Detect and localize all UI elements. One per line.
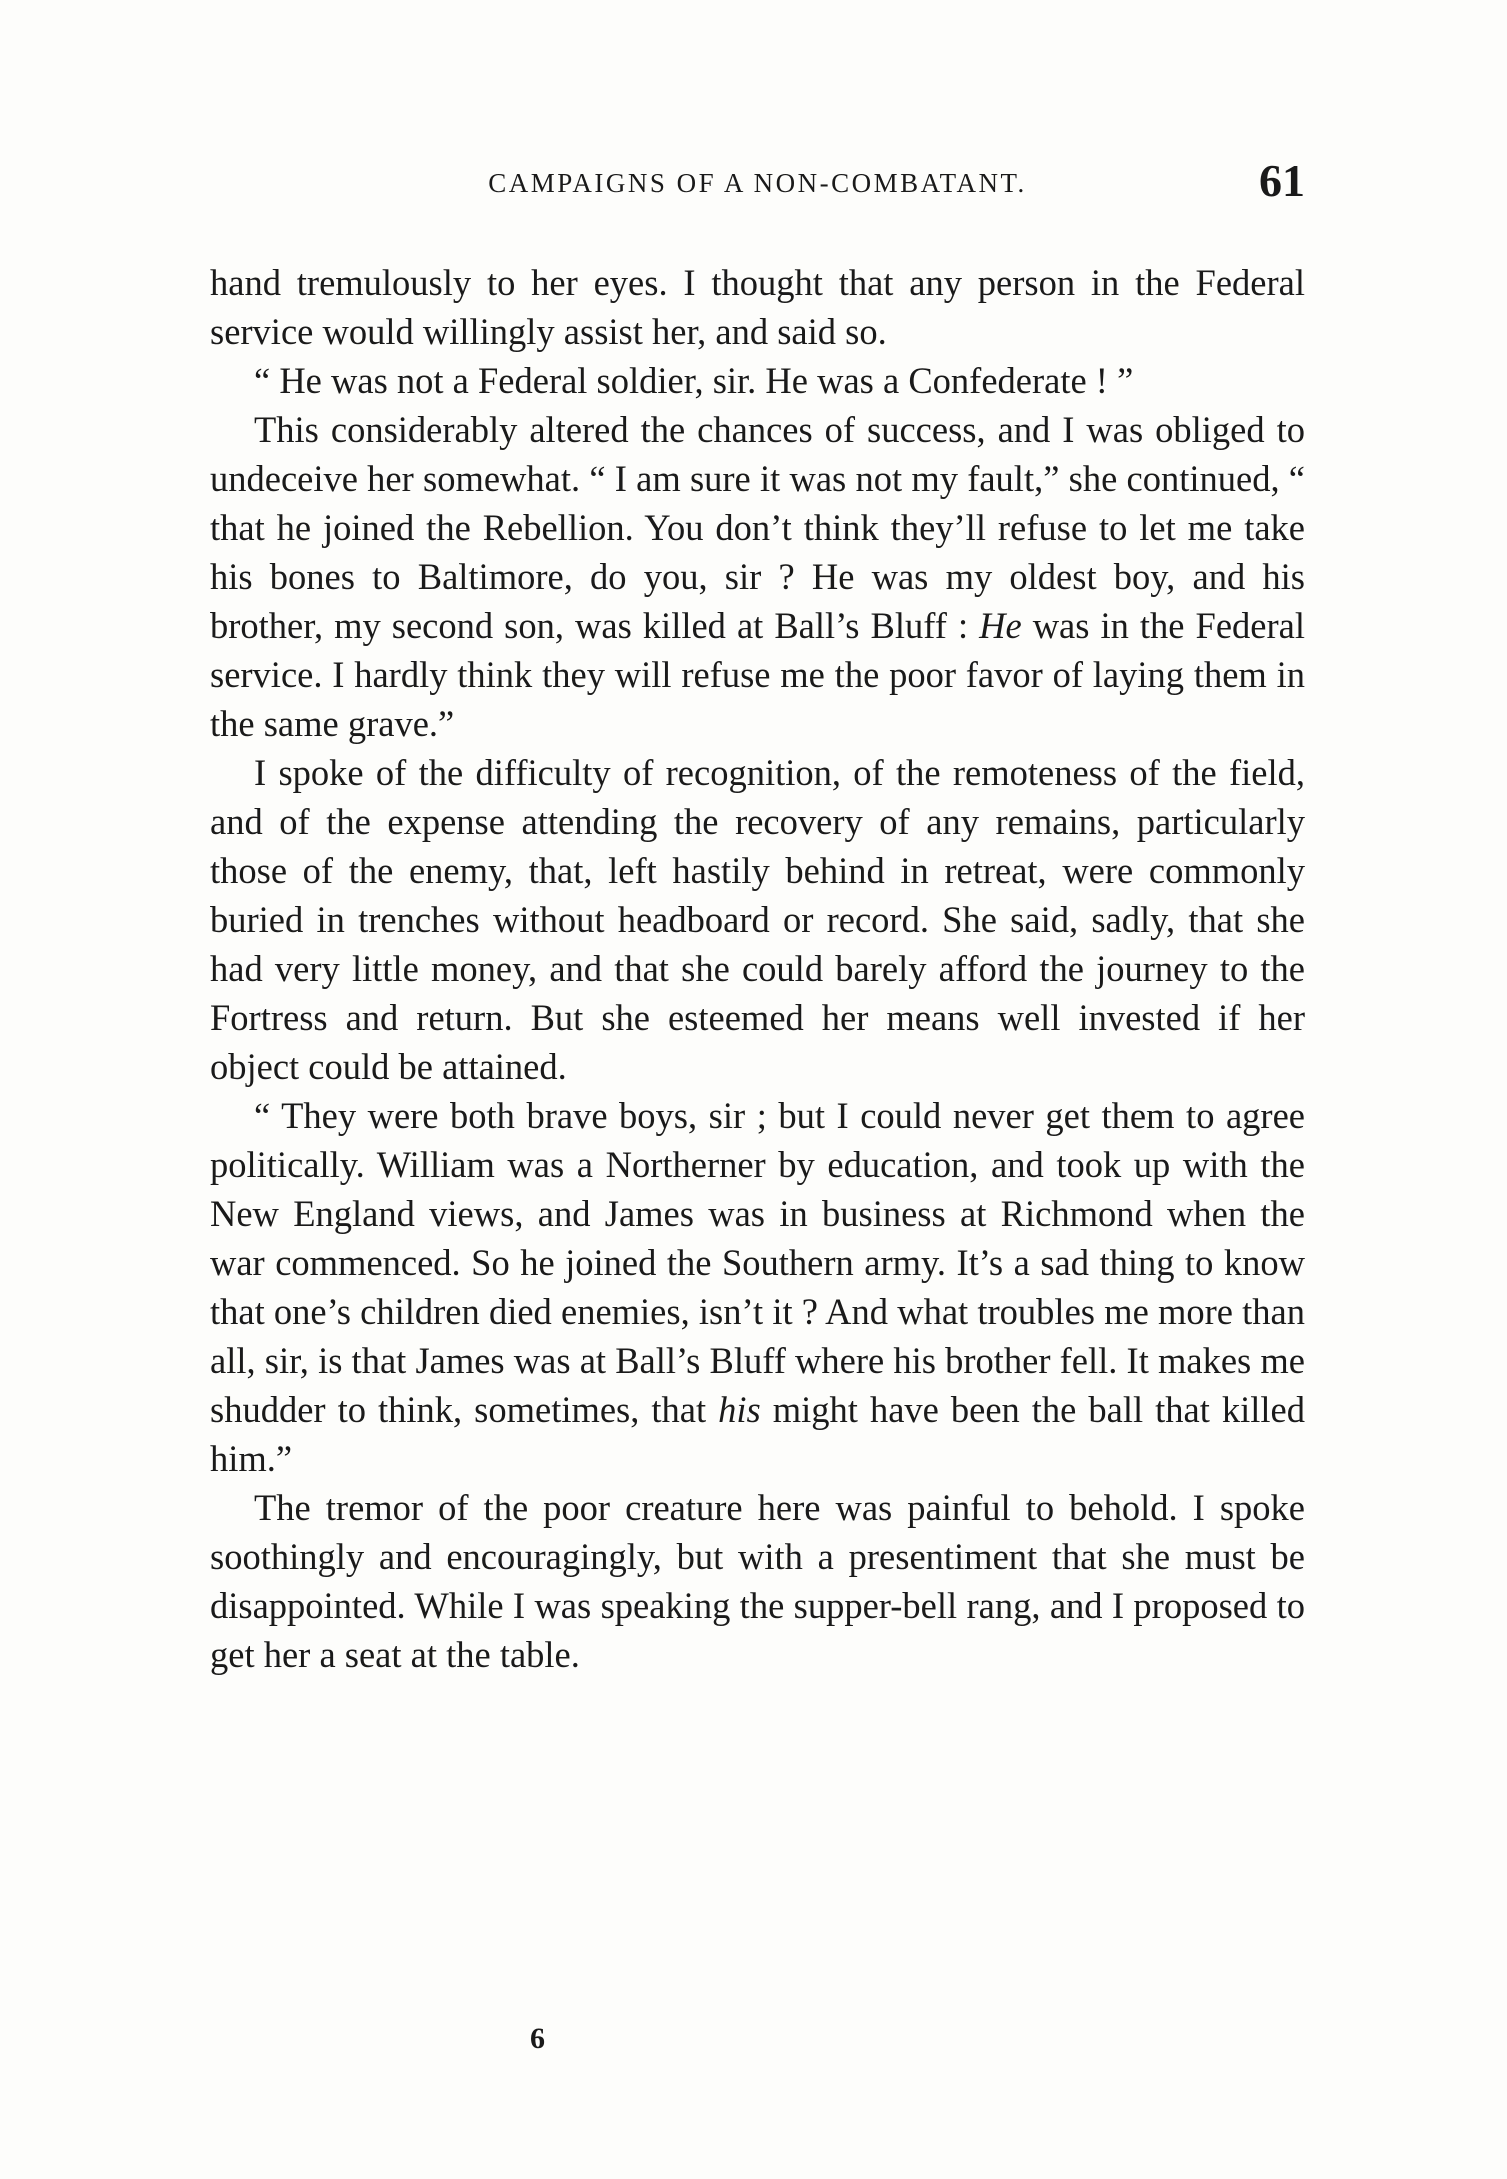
page-number: 61 bbox=[1259, 155, 1305, 206]
paragraph bbox=[210, 405, 1305, 748]
text-run: “ He was not a Federal soldier, sir. He was a Confederate ! ” bbox=[254, 360, 1134, 401]
text-run: hand tremulously to her eyes. I thought that any person in the Federal service would willingly assist her, and said so. bbox=[210, 262, 1305, 352]
paragraph bbox=[210, 748, 1305, 1091]
italic-text-run: his bbox=[718, 1389, 761, 1430]
signature-mark: 6 bbox=[530, 2022, 545, 2055]
text-run: The tremor of the poor creature here was painful to behold. I spoke soothingly and encouragingly, but with a presentiment that she must be disappointed. While I was speaking the supper-bell rang, and I proposed to get her a seat at the table. bbox=[210, 1487, 1305, 1675]
text-run: “ They were both brave boys, sir ; but I could never get them to agree politically. William was a Northerner by education, and took up with the New England views, and James was in business at Richmond when the war commenced. So he joined the Southern army. It’s a sad thing to know that one’s children died enemies, isn’t it ? And what troubles me more than all, sir, is that James was at Ball’s Bluff where his brother fell. It makes me shudder to think, sometimes, that bbox=[210, 1095, 1305, 1430]
paragraph bbox=[210, 258, 1305, 356]
paragraph bbox=[210, 1483, 1305, 1679]
paragraph bbox=[210, 356, 1305, 405]
running-title: CAMPAIGNS OF A NON-COMBATANT. bbox=[488, 168, 1027, 198]
page-header bbox=[210, 155, 1305, 218]
paragraph bbox=[210, 1091, 1305, 1483]
body-text bbox=[210, 258, 1305, 1679]
text-run: might have been the ball that killed him.” bbox=[210, 1389, 1306, 1479]
text-run: This considerably altered the chances of success, and I was obliged to undeceive her somewhat. “ I am sure it was not my fault,” she continued, “ that he joined the Rebellion. You don’t think they’ll refuse to let me take his bones to Baltimore, do you, sir ? He was my oldest boy, and his brother, my second son, was killed at Ball’s Bluff : bbox=[210, 409, 1305, 646]
italic-text-run: He bbox=[979, 605, 1022, 646]
text-run: I spoke of the difficulty of recognition, of the remoteness of the field, and of the expense attending the recovery of any remains, particularly those of the enemy, that, left hastily behind in retreat, were commonly buried in trenches without headboard or record. She said, sadly, that she had very little money, and that she could barely afford the journey to the Fortress and return. But she esteemed her means well invested if her object could be attained. bbox=[210, 752, 1305, 1087]
text-run: was in the Federal service. I hardly think they will refuse me the poor favor of laying them in the same grave.” bbox=[210, 605, 1305, 744]
